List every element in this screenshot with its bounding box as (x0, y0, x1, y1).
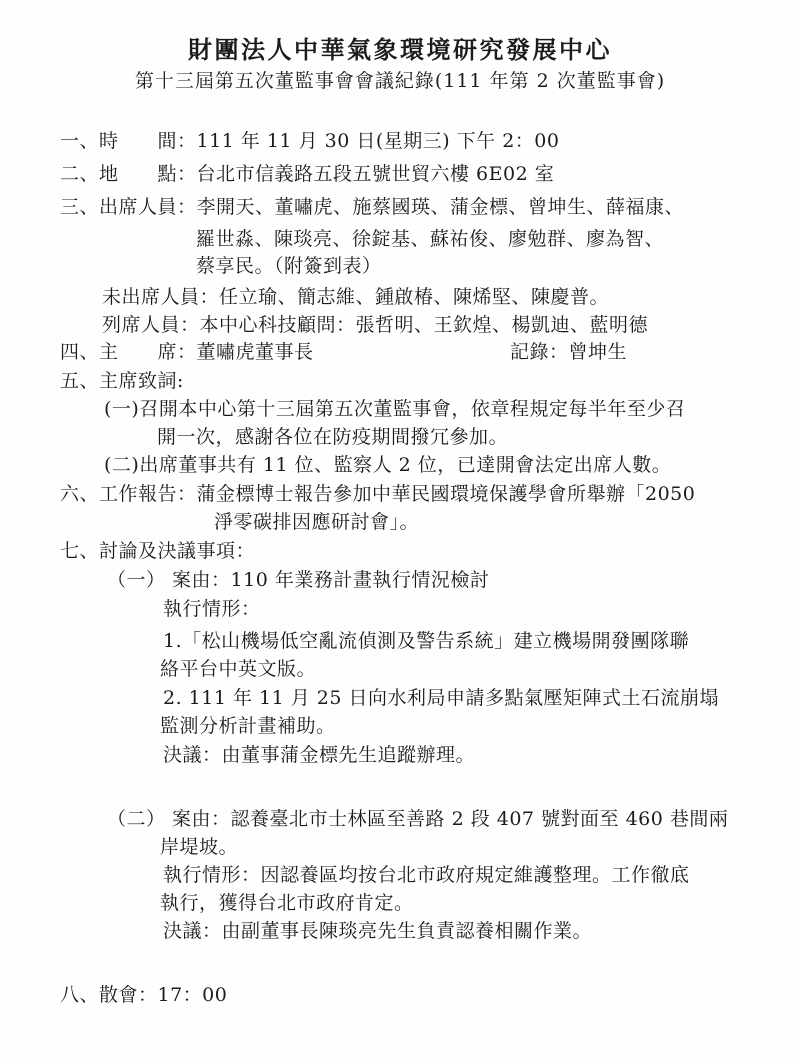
line-case1-item1a: 1.「松山機場低空亂流偵測及警告系統」建立機場開發團隊聯 (163, 630, 690, 652)
line-work-report-2: 淨零碳排因應研討會」。 (214, 511, 420, 533)
line-discussion-head: 七、討論及決議事項： (60, 540, 256, 562)
line-attendees-1: 三、出席人員：李開天、董嘯虎、施蔡國瑛、蒲金標、曾坤生、薛福康、 (60, 196, 685, 218)
document-subtitle: 第十三屆第五次董監事會會議紀錄(111 年第 2 次董監事會) (134, 70, 666, 92)
line-remarks-1b: 開一次，感謝各位在防疫期間撥冗參加。 (157, 426, 509, 448)
line-location: 二、地 點：台北市信義路五段五號世貿六樓 6E02 室 (60, 163, 555, 185)
line-attendees-2: 羅世淼、陳琰亮、徐錠基、蘇祐俊、廖勉群、廖為智、 (196, 228, 665, 250)
line-case2-subject-1: （二） 案由：認養臺北市士林區至善路 2 段 407 號對面至 460 巷間兩 (107, 808, 729, 830)
line-case1-resolution: 決議：由董事蒲金標先生追蹤辦理。 (163, 744, 476, 766)
line-case2-resolution: 決議：由副董事長陳琰亮先生負責認養相關作業。 (163, 920, 593, 942)
line-chair-remarks: 五、主席致詞: (60, 370, 184, 392)
line-case1-item2a: 2. 111 年 11 月 25 日向水利局申請多點氣壓矩陣式土石流崩塌 (163, 687, 719, 709)
line-work-report-1: 六、工作報告：蒲金標博士報告參加中華民國環境保護學會所舉辦「2050 (60, 483, 696, 505)
line-observers: 列席人員：本中心科技顧問：張哲明、王欽煌、楊凱迪、藍明德 (102, 314, 649, 336)
line-time: 一、時 間：111 年 11 月 30 日(星期三) 下午 2：00 (60, 130, 560, 152)
line-case2-status-1: 執行情形：因認養區均按台北市政府規定維護整理。工作徹底 (163, 864, 690, 886)
line-case1-status: 執行情形： (163, 598, 261, 620)
line-case2-subject-2: 岸堤坡。 (160, 836, 239, 858)
line-attendees-3: 蔡享民。（附簽到表） (196, 255, 382, 277)
line-remarks-1a: (一)召開本中心第十三屆第五次董監事會，依章程規定每半年至少召 (104, 398, 686, 420)
line-chairman: 四、主 席：董嘯虎董事長 (60, 341, 314, 363)
line-recorder: 記錄：曾坤生 (510, 341, 628, 363)
line-adjournment: 八、散會：17：00 (60, 984, 228, 1006)
line-remarks-2: (二)出席董事共有 11 位、監察人 2 位，已達開會法定出席人數。 (104, 454, 672, 476)
line-case2-status-2: 執行，獲得台北市政府肯定。 (160, 892, 414, 914)
line-case1-item1b: 絡平台中英文版。 (160, 658, 317, 680)
line-case1-subject: （一） 案由：110 年業務計畫執行情況檢討 (107, 569, 490, 591)
line-case1-item2b: 監測分析計畫補助。 (160, 715, 336, 737)
document-title: 財團法人中華氣象環境研究發展中心 (188, 35, 612, 64)
line-absentees: 未出席人員：任立瑜、簡志維、鍾啟椿、陳烯堅、陳慶普。 (102, 286, 610, 308)
